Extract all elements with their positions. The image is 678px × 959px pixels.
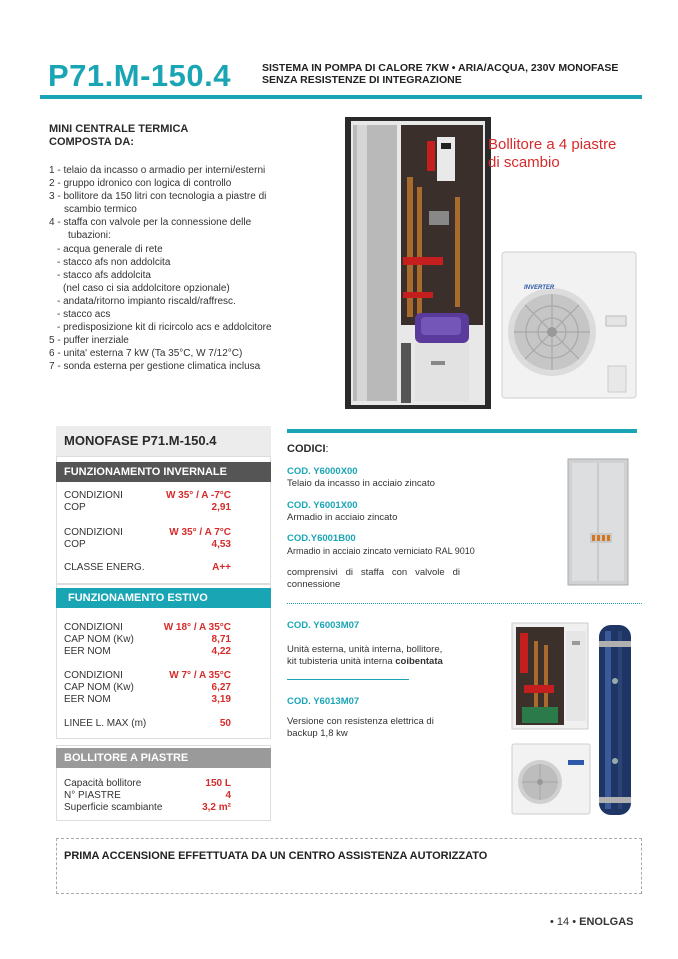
outdoor-unit-illustration	[500, 246, 638, 402]
summer-header: FUNZIONAMENTO ESTIVO	[56, 588, 271, 608]
specs-title: MONOFASE P71.M-150.4	[56, 426, 271, 456]
boiler-caption-line-2: di scambio	[488, 154, 560, 171]
code-y6000x00-desc: Telaio da incasso in acciaio zincato	[287, 478, 435, 489]
codes-note-line-1: comprensivi di staffa con valvole di	[287, 567, 461, 578]
codes-dotted-separator	[287, 603, 642, 604]
inverter-logo: INVERTER	[524, 285, 555, 291]
subtitle-line-2: SENZA RESISTENZE DI INTEGRAZIONE	[262, 74, 462, 86]
summer-cap2-label: CAP NOM (Kw)	[64, 682, 134, 693]
boiler-surface-value: 3,2 m²	[202, 802, 231, 813]
code-y6013m07-desc-line-2: backup 1,8 kw	[287, 728, 348, 739]
code-y6001b00-desc: Armadio in acciaio zincato verniciato RAL 9010	[287, 546, 475, 556]
winter-cop2-label: COP	[64, 539, 86, 550]
code-y6003m07-desc-line-1: Unità esterna, unità interna, bollitore,	[287, 644, 443, 655]
winter-cop1-label: COP	[64, 502, 86, 513]
list-item: 3 - bollitore da 150 litri con tecnologia a piastre di	[49, 191, 267, 203]
notice-box	[56, 838, 642, 894]
mini-central-illustration	[345, 117, 491, 409]
boiler-plates-label: N° PIASTRE	[64, 790, 121, 801]
winter-cond1-label: CONDIZIONI	[64, 490, 123, 501]
list-item: - andata/ritorno impianto riscald/raffresc.	[57, 295, 236, 307]
winter-cop2-value: 4,53	[211, 539, 231, 550]
subtitle-line-1: SISTEMA IN POMPA DI CALORE 7KW • ARIA/ACQUA, 230V MONOFASE	[262, 62, 619, 74]
indoor-unit-photo	[510, 621, 590, 731]
code-y6001b00: COD.Y6001B00	[287, 533, 356, 544]
composition-title-line-1: MINI CENTRALE TERMICA	[49, 123, 189, 135]
code-y6003m07-desc-line-2	[287, 656, 443, 668]
code-y6000x00: COD. Y6000X00	[287, 466, 358, 477]
indoor-unit-illustration	[510, 621, 590, 731]
code-y6003m07-desc	[287, 644, 443, 668]
summer-eer1-value: 4,22	[211, 646, 231, 657]
list-item: - stacco acs	[57, 309, 111, 321]
code-y6003m07-desc-text: kit tubisteria unità interna	[287, 656, 396, 667]
list-item: - acqua generale di rete	[57, 243, 163, 255]
summer-cap2-value: 6,27	[211, 682, 231, 693]
boiler-plates-value: 4	[225, 790, 231, 801]
page-subtitle	[262, 62, 652, 86]
composition-list	[49, 164, 314, 374]
summer-eer1-label: EER NOM	[64, 646, 111, 657]
boiler-surface-label: Superficie scambiante	[64, 802, 163, 813]
boiler-capacity-label: Capacità bollitore	[64, 778, 142, 789]
winter-cond1-value: W 35° / A -7°C	[165, 490, 231, 501]
composition-title	[49, 123, 188, 149]
cabinet-illustration	[566, 457, 632, 589]
summer-eer2-label: EER NOM	[64, 694, 111, 705]
summer-cond1-label: CONDIZIONI	[64, 622, 123, 633]
list-item: - stacco afs non addolcita	[57, 256, 171, 268]
code-y6013m07-desc-line-1: Versione con resistenza elettrica di	[287, 716, 434, 727]
composition-title-line-2: COMPOSTA DA:	[49, 136, 134, 148]
list-item: - stacco afs addolcita	[57, 269, 151, 281]
energy-class-value: A++	[212, 562, 231, 573]
codes-short-separator	[287, 679, 409, 680]
codes-note	[287, 567, 499, 591]
summer-cap1-label: CAP NOM (Kw)	[64, 634, 134, 645]
codes-title-colon: :	[325, 443, 329, 455]
page-number-text: • 14 •	[550, 916, 580, 928]
code-y6013m07-desc	[287, 716, 434, 740]
winter-cond2-label: CONDIZIONI	[64, 527, 123, 538]
plate-boiler-illustration	[596, 621, 634, 819]
brand-name: ENOLGAS	[579, 916, 634, 928]
winter-header: FUNZIONAMENTO INVERNALE	[56, 462, 271, 482]
list-item: 2 - gruppo idronico con logica di controllo	[49, 178, 232, 190]
mini-central-photo	[345, 117, 491, 409]
kit-outdoor-unit-photo	[510, 742, 592, 816]
lines-max-label: LINEE L. MAX (m)	[64, 718, 147, 729]
codes-title-text: CODICI	[287, 443, 326, 455]
codes-divider	[287, 429, 637, 433]
code-y6003m07-desc-bold: coibentata	[395, 656, 443, 667]
summer-cond2-label: CONDIZIONI	[64, 670, 123, 681]
energy-class-label: CLASSE ENERG.	[64, 562, 145, 573]
winter-cond2-value: W 35° / A 7°C	[169, 527, 231, 538]
summer-cap1-value: 8,71	[211, 634, 231, 645]
lines-max-value: 50	[219, 718, 231, 729]
page-number	[550, 916, 634, 928]
list-item: (nel caso ci sia addolcitore opzionale)	[63, 282, 230, 294]
boiler-caption-line-1: Bollitore a 4 piastre	[488, 136, 617, 153]
code-y6001x00-desc: Armadio in acciaio zincato	[287, 512, 398, 523]
boiler-header: BOLLITORE A PIASTRE	[56, 748, 271, 768]
summer-cond1-value: W 18° / A 35°C	[163, 622, 231, 633]
summer-eer2-value: 3,19	[211, 694, 231, 705]
code-y6013m07: COD. Y6013M07	[287, 696, 360, 707]
codes-title	[287, 443, 329, 455]
page-title: P71.M-150.4	[48, 58, 231, 93]
list-item: scambio termico	[64, 204, 137, 216]
list-item: tubazioni:	[68, 230, 111, 242]
codes-note-line-2: connessione	[287, 579, 341, 590]
kit-outdoor-unit-illustration	[510, 742, 592, 816]
boiler-capacity-value: 150 L	[205, 778, 231, 789]
header-divider	[40, 95, 642, 99]
code-y6003m07: COD. Y6003M07	[287, 620, 360, 631]
list-item: - predisposizione kit di ricircolo acs e addolcitore	[57, 322, 272, 334]
list-item: 4 - staffa con valvole per la connessione delle	[49, 217, 252, 229]
list-item: 5 - puffer inerziale	[49, 335, 129, 347]
plate-boiler-photo	[596, 621, 634, 819]
code-y6001x00: COD. Y6001X00	[287, 500, 358, 511]
boiler-caption	[488, 136, 616, 172]
summer-cond2-value: W 7° / A 35°C	[169, 670, 231, 681]
list-item: 6 - unita' esterna 7 kW (Ta 35°C, W 7/12°C)	[49, 348, 243, 360]
list-item: 1 - telaio da incasso o armadio per interni/esterni	[49, 165, 266, 176]
winter-cop1-value: 2,91	[211, 502, 231, 513]
notice-text: PRIMA ACCENSIONE EFFETTUATA DA UN CENTRO ASSISTENZA AUTORIZZATO	[64, 850, 488, 862]
list-item: 7 - sonda esterna per gestione climatica inclusa	[49, 361, 261, 373]
outdoor-unit-photo	[500, 246, 638, 402]
cabinet-photo	[566, 457, 632, 589]
